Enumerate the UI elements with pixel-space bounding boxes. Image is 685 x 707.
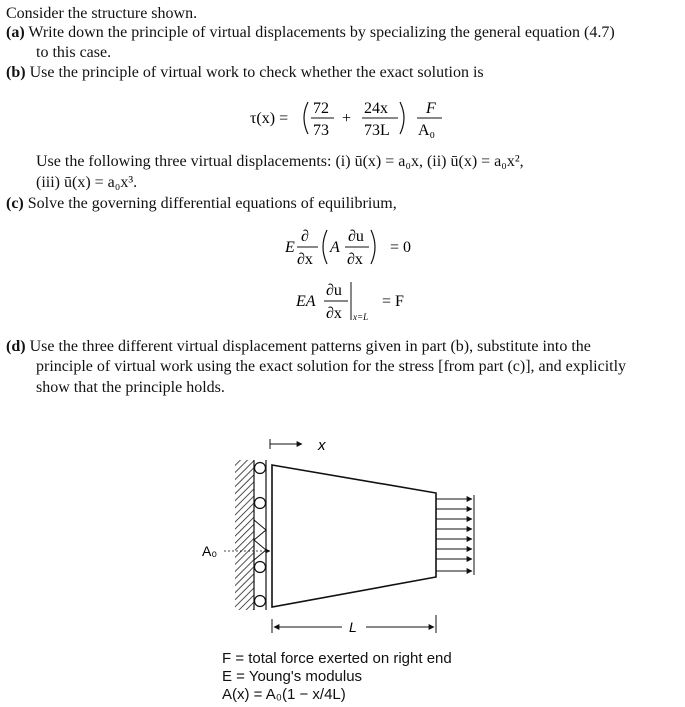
eq2-dx: ∂x	[326, 305, 342, 322]
area-label: A₀	[202, 543, 218, 559]
part-b-line3: (iii) ū(x) = a₀x³.	[36, 174, 138, 191]
support-bracing	[254, 520, 266, 560]
tau-equation	[250, 92, 450, 144]
frac1-num: 72	[313, 100, 329, 117]
part-d	[6, 338, 591, 356]
legend-force: F = total force exerted on right end	[222, 650, 452, 667]
boundary-condition	[296, 276, 436, 326]
eq1-du: ∂u	[348, 228, 364, 245]
length-label: L	[349, 619, 357, 635]
eq1-d: ∂	[301, 228, 309, 245]
part-b-line1: Use the principle of virtual work to check whether the exact solution is	[29, 64, 484, 81]
frac1-den: 73	[313, 122, 329, 139]
eq1-dx: ∂x	[297, 251, 313, 268]
plus-sign: +	[342, 110, 352, 127]
part-c	[6, 195, 397, 213]
part-c-label: (c)	[6, 195, 24, 212]
eq2-rhs: = F	[382, 293, 404, 310]
x-axis-label: x	[318, 437, 326, 454]
part-c-line1: Solve the governing differential equations of equilibrium,	[27, 195, 397, 212]
eq1-rhs: = 0	[390, 239, 412, 256]
eq2-sub: x=L	[353, 312, 369, 322]
eq2-EA: EA	[296, 293, 316, 310]
part-a-line2: to this case.	[36, 44, 112, 61]
part-b-line2: Use the following three virtual displacements: (i) ū(x) = a₀x, (ii) ū(x) = a₀x²,	[36, 153, 524, 170]
eq1-E: E	[285, 239, 295, 256]
wall-support	[235, 460, 254, 610]
part-d-label: (d)	[6, 338, 26, 355]
eq1-A: A	[330, 239, 340, 256]
part-a-line1: Write down the principle of virtual displacements by specializing the general equation (4.7)	[28, 24, 615, 41]
eq1-dx2: ∂x	[347, 251, 363, 268]
part-d-line2: principle of virtual work using the exact solution for the stress [from part (c)], and explicitly	[36, 358, 627, 375]
frac3-den: A₀	[418, 122, 436, 139]
load-arrows	[436, 499, 472, 571]
equilibrium-equation	[285, 222, 445, 272]
part-b	[6, 64, 484, 82]
x-axis-arrow	[270, 439, 302, 449]
bar-figure	[190, 425, 490, 650]
figure-legend	[222, 650, 452, 704]
legend-modulus: E = Young's modulus	[222, 668, 363, 685]
frac2-num: 24x	[364, 100, 388, 117]
part-b-label: (b)	[6, 64, 26, 81]
tau-lhs: τ(x) =	[250, 110, 289, 127]
frac3-num: F	[426, 100, 436, 117]
part-a	[6, 24, 615, 42]
frac2-den: 73L	[364, 122, 390, 139]
eq2-du: ∂u	[326, 282, 342, 299]
part-d-line3: show that the principle holds.	[36, 379, 225, 396]
part-d-line1: Use the three different virtual displacement patterns given in part (b), substitute into the	[29, 338, 591, 355]
tapered-bar	[272, 465, 436, 607]
part-a-label: (a)	[6, 24, 25, 41]
intro-text: Consider the structure shown.	[6, 5, 198, 22]
legend-area: A(x) = A₀(1 − x/4L)	[222, 686, 346, 703]
